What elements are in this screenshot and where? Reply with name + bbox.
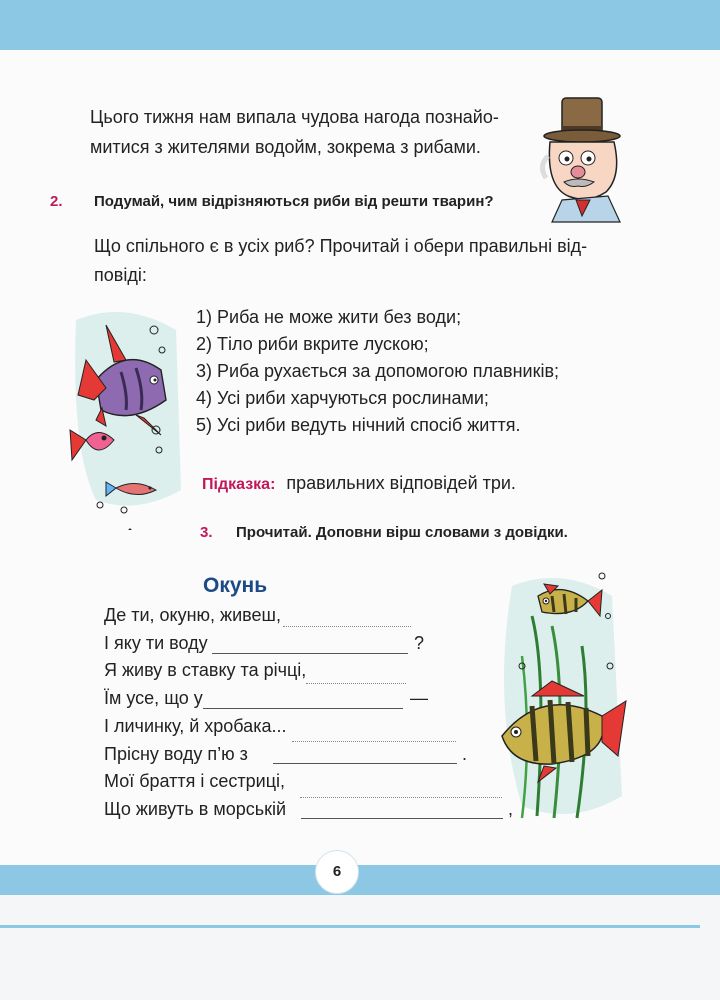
poem-line-2: І яку ти воду bbox=[104, 633, 208, 653]
answer-blank-1[interactable] bbox=[212, 653, 408, 654]
poem-title: Окунь bbox=[203, 574, 268, 597]
option-3: 3) Риба рухається за допомогою плавників; bbox=[196, 361, 560, 381]
option-1: 1) Риба не може жити без води; bbox=[196, 307, 462, 327]
answer-blank-2[interactable] bbox=[203, 708, 403, 709]
man-with-hat-illustration bbox=[528, 96, 636, 224]
dotted-line bbox=[283, 626, 411, 627]
poem-line-7: Мої браття і сестриці, bbox=[104, 771, 286, 791]
task-2-number: 2. bbox=[50, 193, 63, 210]
poem-line-1: Де ти, окуню, живеш, bbox=[104, 605, 281, 625]
task-2-question-line-2: повіді: bbox=[94, 265, 147, 285]
task-3-number: 3. bbox=[200, 524, 213, 541]
poem-line-8: Що живуть в морській bbox=[104, 799, 287, 819]
intro-line-2: митися з жителями водойм, зокрема з рибами. bbox=[90, 137, 481, 157]
answer-blank-4[interactable] bbox=[301, 818, 503, 819]
poem-line-4: Їм усе, що у bbox=[104, 688, 203, 708]
poem-punct-comma: , bbox=[508, 799, 514, 819]
bottom-rule bbox=[0, 925, 700, 928]
perch-fish-illustration bbox=[492, 556, 628, 826]
hint bbox=[202, 470, 516, 498]
task-3-title: Прочитай. Доповни вірш словами з довідки. bbox=[236, 524, 568, 541]
poem-line-5: І личинку, й хробака... bbox=[104, 716, 287, 736]
top-band bbox=[0, 0, 720, 50]
dotted-line bbox=[306, 683, 406, 684]
answer-blank-3[interactable] bbox=[273, 763, 457, 764]
bottom-band bbox=[0, 865, 720, 895]
intro-line-1: Цього тижня нам випала чудова нагода познайо- bbox=[90, 107, 499, 127]
aquarium-fish-illustration bbox=[66, 300, 186, 530]
dotted-line bbox=[300, 797, 502, 798]
option-2: 2) Тіло риби вкрите лускою; bbox=[196, 334, 429, 354]
hint-label: Підказка: bbox=[202, 476, 276, 493]
poem-punct-question: ? bbox=[414, 633, 425, 653]
hint-text: правильних відповідей три. bbox=[286, 473, 516, 493]
poem-punct-period: . bbox=[462, 744, 468, 764]
poem-line-3: Я живу в ставку та річці, bbox=[104, 660, 307, 680]
dotted-line bbox=[292, 741, 456, 742]
option-4: 4) Усі риби харчуються рослинами; bbox=[196, 388, 489, 408]
page-number: 6 bbox=[315, 850, 359, 894]
task-2-title: Подумай, чим відрізняються риби від решти тварин? bbox=[94, 193, 494, 210]
page-margin bbox=[0, 895, 720, 1000]
poem-punct-dash: — bbox=[410, 688, 428, 708]
option-5: 5) Усі риби ведуть нічний спосіб життя. bbox=[196, 415, 521, 435]
poem-line-6: Прісну воду п’ю з bbox=[104, 744, 248, 764]
task-2-question-line-1: Що спільного є в усіх риб? Прочитай і обери правильні від- bbox=[94, 236, 588, 256]
